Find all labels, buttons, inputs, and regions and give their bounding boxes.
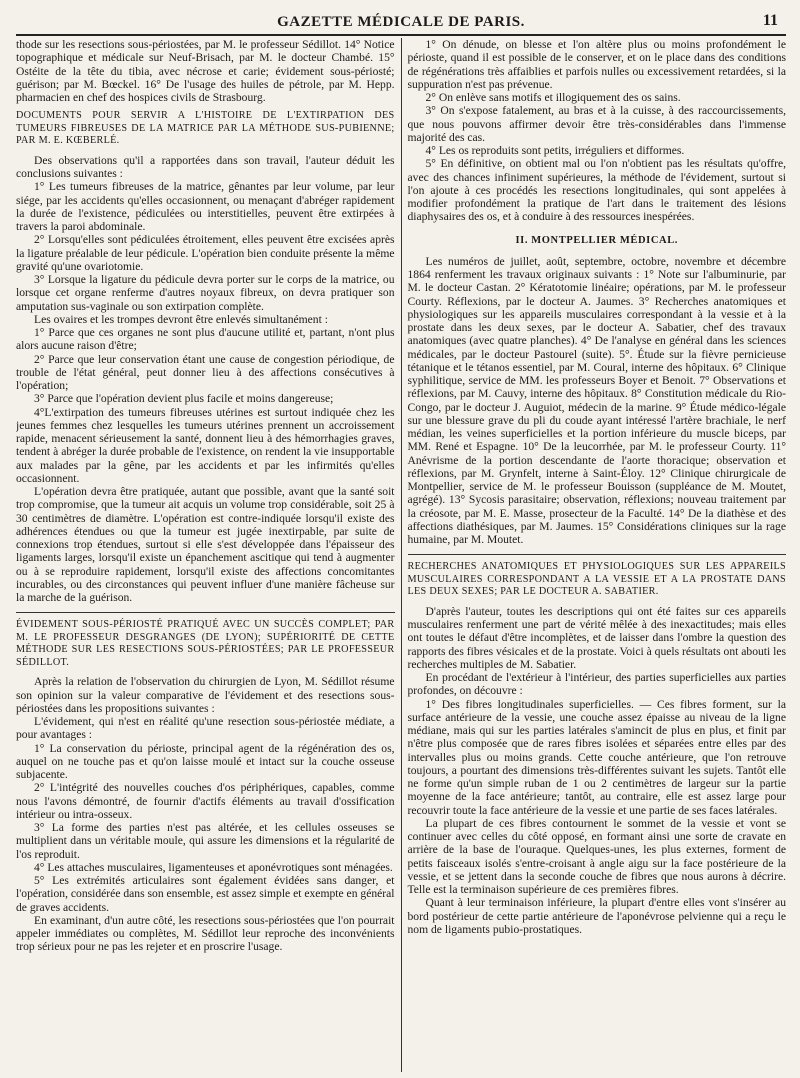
article-title: DOCUMENTS POUR SERVIR A L'HISTOIRE DE L'EXTIRPATION DES TUMEURS FIBREUSES DE LA MATRICE PAR LA MÉTHODE SUS-PUBIENNE; PAR M. E. KŒBERLÉ. xyxy=(16,110,395,147)
article-title: RECHERCHES ANATOMIQUES ET PHYSIOLOGIQUES SUR LES APPAREILS MUSCULAIRES CORRESPONDANT A LA VESSIE ET A LA PROSTATE DANS LES DEUX SEXES; PAR LE DOCTEUR A. SABATIER. xyxy=(407,561,787,598)
paragraph: Des observations qu'il a rapportées dans son travail, l'auteur déduit les conclusions suivantes : xyxy=(16,153,395,180)
paragraph: Après la relation de l'observation du chirurgien de Lyon, M. Sédillot résume son opinion sur la valeur comparative de l'évidement et des resections sous-périostées dans les propositions suivantes : xyxy=(16,675,395,715)
paragraph: Les ovaires et les trompes devront être enlevés simultanément : xyxy=(34,312,328,326)
paragraph: 3° Lorsque la ligature du pédicule devra porter sur le corps de la matrice, ou lorsque cet organe renferme d'autres noyaux fibreux, on devra pratiquer son amputation sus-vaginale ou son extirpation complète. xyxy=(16,273,395,313)
paragraph: thode sur les resections sous-périostées, par M. le professeur Sédillot. 14° Notice topographique et médicale sur Neuf-Brisach, par M. le docteur Chambé. 15° Ostéite de la tête du tibia, avec nécrose et carie; évidement sous-périosté; guérison; par M. Bœckel. 16° De l'usage des huiles de pétrole, par M. Hepp. pharmacien en chef des hospices civils de Strasbourg. xyxy=(16,38,395,104)
paragraph: La plupart de ces fibres contournent le sommet de la vessie et vont se continuer avec celles du côté opposé, en formant ainsi une sorte de cravate en arrière de la base de l'ouraque. Quelques-unes, les plus externes, forment de petits faisceaux isolés s'entre-croisant à angle aigu sur la face postérieure de la vessie, et se jettent dans la seconde couche de fibres que nous aurons à décrire. Telle est la terminaison supérieure de ces premières fibres. xyxy=(407,816,787,896)
paragraph: 3° On s'expose fatalement, au bras et à la cuisse, à des raccourcissements, que nous pouvons affirmer devoir être très-considérables dans l'immense majorité des cas. xyxy=(407,104,787,144)
paragraph: 1° La conservation du périoste, principal agent de la régénération des os, auquel on ne touche pas et qu'on laisse moulé et intact sur la couche osseuse subjacente. xyxy=(16,741,395,781)
section-heading: II. MONTPELLIER MÉDICAL. xyxy=(515,234,679,246)
journal-title: GAZETTE MÉDICALE DE PARIS. xyxy=(277,14,525,30)
paragraph: 3° La forme des parties n'est pas altérée, et les cellules osseuses se multiplient dans un véritable moule, qui assure les dimensions et la régularité de l'os reproduit. xyxy=(16,821,395,861)
paragraph: 1° Parce que ces organes ne sont plus d'aucune utilité et, partant, n'ont plus alors aucune raison d'être; xyxy=(16,326,395,353)
paragraph: 3° Parce que l'opération devient plus facile et moins dangereuse; xyxy=(34,392,334,406)
paragraph: L'opération devra être pratiquée, autant que possible, avant que la santé soit trop compromise, que la tumeur ait acquis un volume trop considérable, soit 25 à 30 centimètres de diamètre. L'opération est contre-indiquée lorsqu'il existe des adhérences étendues ou que la tumeur est jugée inextirpable, par suite de connexions trop étendues, surtout si elle s'est développée dans l'épaisseur des ligaments larges, lorsqu'il existe un épanchement ascitique qui tend à augmenter ou à se reproduire rapidement, lorsqu'il existe des affections concomitantes incurables, ou des circonstances qui peuvent influer d'une manière fâcheuse sur la marche de la guérison. xyxy=(16,485,395,604)
right-column xyxy=(402,38,787,1072)
columns xyxy=(16,38,786,1072)
header-rule xyxy=(16,34,786,36)
paragraph: 1° Des fibres longitudinales superficielles. — Ces fibres forment, sur la surface antérieure de la vessie, une couche assez épaisse au niveau de la ligne médiane, mais qui sur les parties latérales s'amincit de plus en plus, et finit par n'être plus composée que de rares fibres isolées et séparées entre elles par des intervalles plus ou moins grands. Cette couche antérieure, que l'on retrouve toujours, a pourtant des dimensions très-différentes suivant les sujets. Tantôt elle ne forme qu'un simple ruban de 1 ou 2 centimètres de largeur sur la partie moyenne de la face antérieure; tantôt, au contraire, elle est assez large pour recouvrir toute la face antérieure de la vessie et une partie de ses faces latérales. xyxy=(407,697,787,817)
paragraph: 5° En définitive, on obtient mal ou l'on n'obtient pas les résultats qu'offre, avec des chances infiniment supérieures, la méthode de l'évidement, surtout si l'on ajoute à ces procédés les resections longitudinales, qui sont appelées à modifier profondément la pratique de l'art dans le traitement des lésions diaphysaires des os, et à conduire à des ressources inespérées. xyxy=(407,157,787,224)
paragraph: D'après l'auteur, toutes les descriptions qui ont été faites sur ces appareils musculaires renferment une part de vérité mêlée à des inexactitudes; mais elles ont toutes le défaut d'être incomplètes, et de laisser dans l'ombre la question des rapports des fibres vésicales et de la prostate. Voici à quels résultats ont abouti les recherches multiples de M. Sabatier. xyxy=(407,604,787,671)
paragraph: 4° Les os reproduits sont petits, irréguliers et difformes. xyxy=(425,144,685,157)
paragraph: L'évidement, qui n'est en réalité qu'une resection sous-périostée médiate, a pour avantages : xyxy=(16,715,395,742)
paragraph: En examinant, d'un autre côté, les resections sous-périostées que l'on pourrait appeler immédiates ou complètes, M. Sédillot leur reproche des inconvénients trop sérieux pour ne pas les rejeter et en proscrire l'usage. xyxy=(16,913,395,954)
paragraph: 4° Les attaches musculaires, ligamenteuses et aponévrotiques sont ménagées. xyxy=(34,860,393,874)
paragraph: 1° Les tumeurs fibreuses de la matrice, gênantes par leur volume, par leur siége, par les accidents qu'elles occasionnent, ou menaçant d'abréger rapidement la durée de l'existence, pédiculées ou interstitielles, peuvent être extirpées à travers la paroi abdominale. xyxy=(16,180,395,233)
paragraph: 2° L'intégrité des nouvelles couches d'os périphériques, capables, comme nous l'avons démontré, de fournir d'actifs éléments au travail d'ossification intérieur ou intra-osseux. xyxy=(16,781,395,821)
paragraph: 4°L'extirpation des tumeurs fibreuses utérines est surtout indiquée chez les jeunes femmes chez lesquelles les tumeurs utérines prennent un accroissement rapide, menacent sérieusement la santé, donnent lieu à des hémorrhagies graves, tendent à abréger la durée probable de l'existence, on rendent la vie insupportable aux malades par la gêne, par les accidents et par les infirmités qu'elles occasionnent. xyxy=(16,405,395,485)
paragraph: 2° Lorsqu'elles sont pédiculées étroitement, elles peuvent être excisées après la ligature préalable de leur pédicule. L'opération bien conduite présente la même gravité qu'une ovariotomie. xyxy=(16,233,395,273)
article-title: ÉVIDEMENT SOUS-PÉRIOSTÉ PRATIQUÉ AVEC UN SUCCÈS COMPLET; PAR M. LE PROFESSEUR DESGRANGES (DE LYON); SUPÉRIORITÉ DE CETTE MÉTHODE SUR LES RESECTIONS SOUS-PÉRIOSTÉES; PAR LE PROFESSEUR SÉDILLOT. xyxy=(16,619,395,668)
left-column xyxy=(16,38,401,1072)
paragraph: En procédant de l'extérieur à l'intérieur, des parties superficielles aux parties profondes, on découvre : xyxy=(407,671,787,698)
paragraph: Les numéros de juillet, août, septembre, octobre, novembre et décembre 1864 renferment les travaux originaux suivants : 1° Note sur l'albuminurie, par M. le docteur Castan. 2° Kératotomie linéaire; opérations, par M. le professeur Courty. Réflexions, par le docteur A. Jaumes. 3° Recherches anatomiques et physiologiques sur les appareils musculaires correspondant à la vessie et à la prostate dans les deux sexes, par le docteur A. Sabatier, chef des travaux anatomiques (avec quatre planches). 4° De l'analyse en général dans les sciences médicales, par le docteur Pastourel (suite). 5°. Étude sur la fièvre pernicieuse tétanique et le tétanos essentiel, par M. Coural, interne des hôpitaux. 6° Clinique syphilitique, service de MM. les professeurs Boyer et Benoit. 7° Observations et réflexions, par M. Cauvy, interne des hôpitaux. 8° Constitution médicale du Rio-Congo, par le docteur J. Auguiot, médecin de la marine. 9° Étude médico-légale sur une blessure grave du pli du coude ayant intéressé l'artère brachiale, le nerf médian, les veines superficielles et la portion inférieure du muscle biceps, par MM. René et Espagne. 10° De la leucorrhée, par M. le professeur Courty. 11° Anévrisme de la portion descendante de l'aorte thoracique; observation et réflexions, par M. Grynfelt, interne à Saint-Éloy. 12° Clinique chirurgicale de Montpellier, service de M. le professeur Bouisson (suppléance de M. Moutet, agrégé). 13° Sycosis parasitaire; observation, réflexions; nouveau traitement par la créosote, par M. E. Masse, prosecteur de la Faculté. 14° De la diathèse et des affections diathésiques, par M. Jaumes. 15° Considérations cliniques sur la rage humaine, par M. Moutet. xyxy=(407,254,787,546)
paragraph: 2° Parce que leur conservation étant une cause de congestion périodique, de trouble de l'état général, peut donner lieu à des affections consécutives à l'opération; xyxy=(16,352,395,392)
section-separator xyxy=(16,612,395,613)
paragraph: 1° On dénude, on blesse et l'on altère plus ou moins profondément le périoste, quand il est possible de le conserver, et on le place dans des conditions de régénérations très affaiblies et parfois nulles ou excessivement retardées, si la suppuration n'est pas prévenue. xyxy=(407,38,787,91)
paragraph: 5° Les extrémités articulaires sont également évidées sans danger, et l'opération, considérée dans son ensemble, est assez simple et exempte en général de graves accidents. xyxy=(16,874,395,914)
section-separator xyxy=(408,554,787,555)
paragraph: Quant à leur terminaison inférieure, la plupart d'entre elles vont s'insérer au bord postérieur de cette partie antérieure de l'aponévrose pelvienne qui a reçu le nom de ligaments pubio-prostatiques. xyxy=(407,896,787,936)
paragraph: 2° On enlève sans motifs et illogiquement des os sains. xyxy=(425,91,681,104)
page-number: 11 xyxy=(762,12,778,29)
page-header xyxy=(16,8,786,34)
